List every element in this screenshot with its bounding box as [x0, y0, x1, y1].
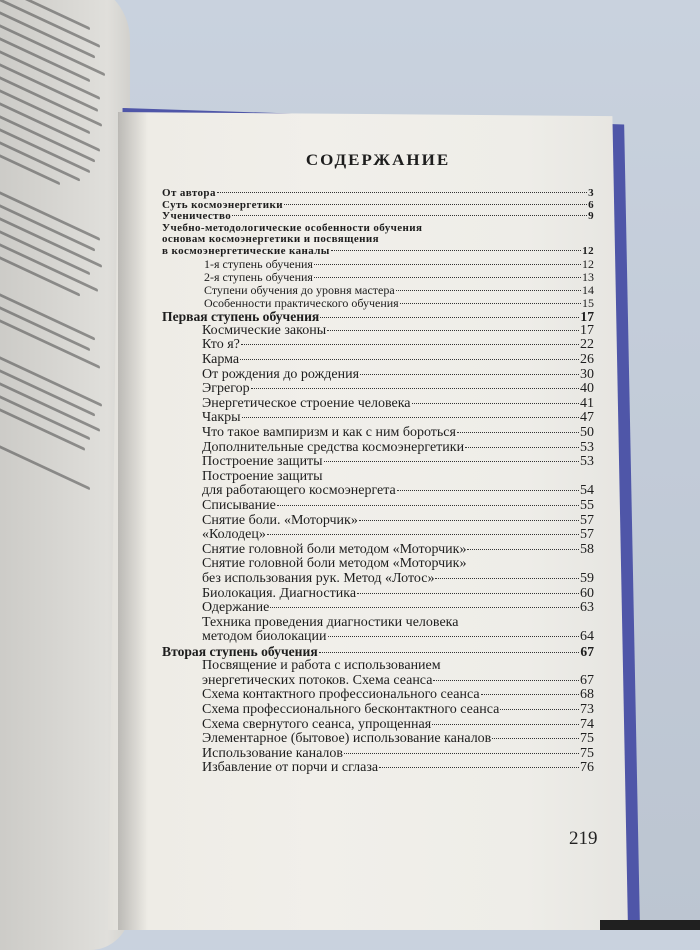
- toc-entry: [162, 284, 594, 297]
- table-edge: [600, 920, 700, 930]
- toc-entry: [162, 338, 594, 353]
- toc-leader-dots: [319, 652, 580, 653]
- toc-entries: [162, 188, 594, 776]
- toc-entry: [162, 246, 594, 258]
- toc-entry: [162, 470, 594, 485]
- toc-entry: [162, 659, 594, 674]
- toc-entry-title: Ученичество: [162, 210, 232, 223]
- toc-leader-dots: [360, 374, 579, 375]
- toc-entry: [162, 587, 594, 602]
- toc-entry-title: Снятие головной боли методом «Моторчик»: [202, 541, 467, 557]
- toc-leader-dots: [457, 432, 579, 433]
- toc-leader-dots: [433, 680, 579, 681]
- toc-entry-page: 40: [580, 381, 594, 397]
- toc-entry-title: 1-я ступень обучения: [204, 256, 313, 271]
- toc-entry-title: Техника проведения диагностики человека: [202, 614, 459, 630]
- toc-entry: [162, 411, 594, 426]
- toc-entry-page: 57: [580, 512, 594, 528]
- toc-leader-dots: [400, 303, 581, 304]
- toc-entry: [162, 455, 594, 470]
- toc-entry-page: 26: [580, 352, 594, 368]
- toc-entry-title: Схема контактного профессионального сеанса: [202, 687, 480, 703]
- toc-entry: [162, 324, 594, 339]
- toc-leader-dots: [277, 505, 579, 506]
- toc-entry: [162, 645, 594, 659]
- toc-leader-dots: [500, 709, 579, 710]
- toc-entry-page: 76: [580, 760, 594, 776]
- toc-entry-title: 2-я ступень обучения: [204, 269, 313, 284]
- toc-entry-page: 59: [580, 570, 594, 586]
- toc-leader-dots: [251, 388, 579, 389]
- toc-leader-dots: [396, 290, 581, 291]
- toc-leader-dots: [217, 192, 587, 193]
- toc-entry-page: 53: [580, 454, 594, 470]
- toc-entry-title: Первая ступень обучения: [162, 308, 320, 324]
- toc-entry-title: Построение защиты: [202, 468, 323, 484]
- toc-entry-page: 75: [580, 731, 594, 747]
- toc-entry-title: Списывание: [202, 497, 276, 513]
- toc-leader-dots: [481, 694, 579, 695]
- toc-entry-page: 54: [580, 483, 594, 499]
- toc-leader-dots: [267, 534, 579, 535]
- toc-leader-dots: [397, 490, 579, 491]
- toc-entry-title: Энергетическое строение человека: [202, 395, 411, 411]
- toc-entry-title: Снятие головной боли методом «Моторчик»: [202, 556, 467, 572]
- toc-entry: [162, 484, 594, 499]
- toc-entry-title: в космоэнергетические каналы: [162, 244, 330, 257]
- toc-entry: [162, 688, 594, 703]
- toc-leader-dots: [242, 417, 579, 418]
- toc-entry: [162, 718, 594, 733]
- toc-entry: [162, 297, 594, 310]
- toc-leader-dots: [270, 607, 579, 608]
- toc-entry-page: 55: [580, 497, 594, 513]
- toc-entry-page: 50: [580, 425, 594, 441]
- toc-entry: [162, 543, 594, 558]
- toc-entry-title: Суть космоэнергетики: [162, 198, 283, 211]
- toc-entry: [162, 557, 594, 572]
- toc-leader-dots: [314, 277, 581, 278]
- toc-leader-dots: [492, 738, 579, 739]
- toc-entry: [162, 271, 594, 284]
- page-number: 219: [569, 828, 598, 849]
- toc-entry: [162, 514, 594, 529]
- toc-entry-page: 17: [580, 322, 594, 338]
- toc-entry-title: Элементарное (бытовое) использование каналов: [202, 731, 492, 747]
- toc-entry-title: Вторая ступень обучения: [162, 643, 318, 659]
- toc-entry-page: 57: [580, 527, 594, 543]
- toc-leader-dots: [232, 215, 587, 216]
- toc-entry-page: 12: [582, 256, 594, 271]
- toc-entry-page: 6: [588, 198, 594, 211]
- toc-leader-dots: [357, 593, 579, 594]
- toc-entry-title: для работающего космоэнергета: [202, 483, 396, 499]
- toc-entry-title: Карма: [202, 352, 240, 368]
- toc-entry: [162, 703, 594, 718]
- toc-entry-page: 47: [580, 410, 594, 426]
- toc-leader-dots: [284, 204, 587, 205]
- toc-entry-title: Эгрегор: [202, 381, 250, 397]
- toc-entry-title: энергетических потоков. Схема сеанса: [202, 672, 433, 688]
- toc-entry-title: Использование каналов: [202, 745, 344, 761]
- toc-entry-page: 75: [580, 745, 594, 761]
- toc-entry: [162, 732, 594, 747]
- toc-entry: [162, 397, 594, 412]
- toc-entry-title: Одержание: [202, 600, 270, 616]
- toc-entry: [162, 761, 594, 776]
- toc-leader-dots: [324, 461, 579, 462]
- toc-entry: [162, 601, 594, 616]
- toc-leader-dots: [327, 330, 579, 331]
- toc-leader-dots: [328, 636, 579, 637]
- toc-entry-title: Избавление от порчи и сглаза: [202, 760, 379, 776]
- toc-entry-page: 9: [588, 210, 594, 223]
- toc-entry-title: основам космоэнергетики и посвящения: [162, 233, 379, 246]
- toc-entry: [162, 499, 594, 514]
- toc-entry-page: 74: [580, 716, 594, 732]
- table-of-contents: [162, 150, 594, 776]
- toc-entry-page: 17: [580, 308, 594, 324]
- toc-entry-title: Схема профессионального бесконтактного сеанса: [202, 702, 500, 717]
- toc-entry-page: 3: [588, 187, 594, 199]
- toc-leader-dots: [432, 724, 579, 725]
- toc-leader-dots: [314, 264, 581, 265]
- toc-entry-title: Учебно-методологические особенности обучения: [162, 221, 423, 234]
- toc-entry-page: 41: [580, 395, 594, 411]
- toc-entry-title: Посвящение и работа с использованием: [202, 658, 441, 674]
- toc-entry: [162, 572, 594, 587]
- toc-entry-title: «Колодец»: [202, 527, 266, 543]
- toc-entry: [162, 353, 594, 368]
- toc-leader-dots: [320, 317, 579, 318]
- toc-entry-title: Космические законы: [202, 322, 327, 338]
- toc-entry-title: Схема свернутого сеанса, упрощенная: [202, 716, 432, 732]
- toc-entry-title: Особенности практического обучения: [204, 295, 399, 310]
- toc-leader-dots: [240, 359, 579, 360]
- toc-entry-title: методом биолокации: [202, 629, 327, 645]
- toc-entry-title: Построение защиты: [202, 454, 323, 470]
- toc-entry-page: 60: [580, 585, 594, 601]
- toc-entry-page: 22: [580, 337, 594, 353]
- toc-entry: [162, 368, 594, 383]
- toc-leader-dots: [359, 520, 579, 521]
- toc-entry-page: 30: [580, 366, 594, 382]
- toc-entry-title: От автора: [162, 187, 216, 199]
- toc-title: СОДЕРЖАНИЕ: [305, 150, 451, 169]
- toc-entry-title: От рождения до рождения: [202, 366, 360, 382]
- toc-entry: [162, 528, 594, 543]
- toc-entry: [162, 258, 594, 271]
- toc-entry-title: Чакры: [202, 410, 241, 426]
- toc-entry: [162, 426, 594, 441]
- spine-shadow: [118, 112, 148, 930]
- toc-entry-title: без использования рук. Метод «Лотос»: [202, 570, 435, 586]
- toc-entry: [162, 382, 594, 397]
- toc-leader-dots: [412, 403, 580, 404]
- toc-entry-page: 14: [582, 282, 594, 297]
- toc-entry: [162, 674, 594, 689]
- toc-entry-page: 63: [580, 600, 594, 616]
- toc-entry-title: Что такое вампиризм и как с ним бороться: [202, 425, 456, 441]
- toc-entry-page: 12: [582, 244, 594, 257]
- toc-entry: [162, 747, 594, 762]
- toc-entry-page: 67: [580, 643, 594, 659]
- toc-entry-page: 68: [580, 687, 594, 703]
- toc-entry: [162, 188, 594, 200]
- toc-entry-page: 73: [580, 702, 594, 717]
- toc-leader-dots: [467, 549, 579, 550]
- toc-entry-title: Дополнительные средства космоэнергетики: [202, 439, 465, 455]
- toc-entry-title: Снятие боли. «Моторчик»: [202, 512, 358, 528]
- toc-entry: [162, 310, 594, 324]
- toc-leader-dots: [379, 767, 579, 768]
- toc-entry-page: 13: [582, 269, 594, 284]
- toc-entry-page: 53: [580, 439, 594, 455]
- toc-entry-page: 67: [580, 672, 594, 688]
- toc-entry: [162, 616, 594, 631]
- toc-entry-title: Биолокация. Диагностика: [202, 585, 357, 601]
- toc-leader-dots: [331, 250, 581, 251]
- toc-entry-title: Ступени обучения до уровня мастера: [204, 282, 395, 297]
- toc-entry-page: 58: [580, 541, 594, 557]
- toc-entry-title: Кто я?: [202, 337, 240, 353]
- toc-entry: [162, 630, 594, 645]
- toc-entry-page: 64: [580, 629, 594, 645]
- toc-entry: [162, 441, 594, 456]
- toc-entry-page: 15: [582, 295, 594, 310]
- toc-leader-dots: [435, 578, 579, 579]
- toc-leader-dots: [241, 344, 579, 345]
- toc-leader-dots: [465, 447, 579, 448]
- toc-leader-dots: [344, 753, 579, 754]
